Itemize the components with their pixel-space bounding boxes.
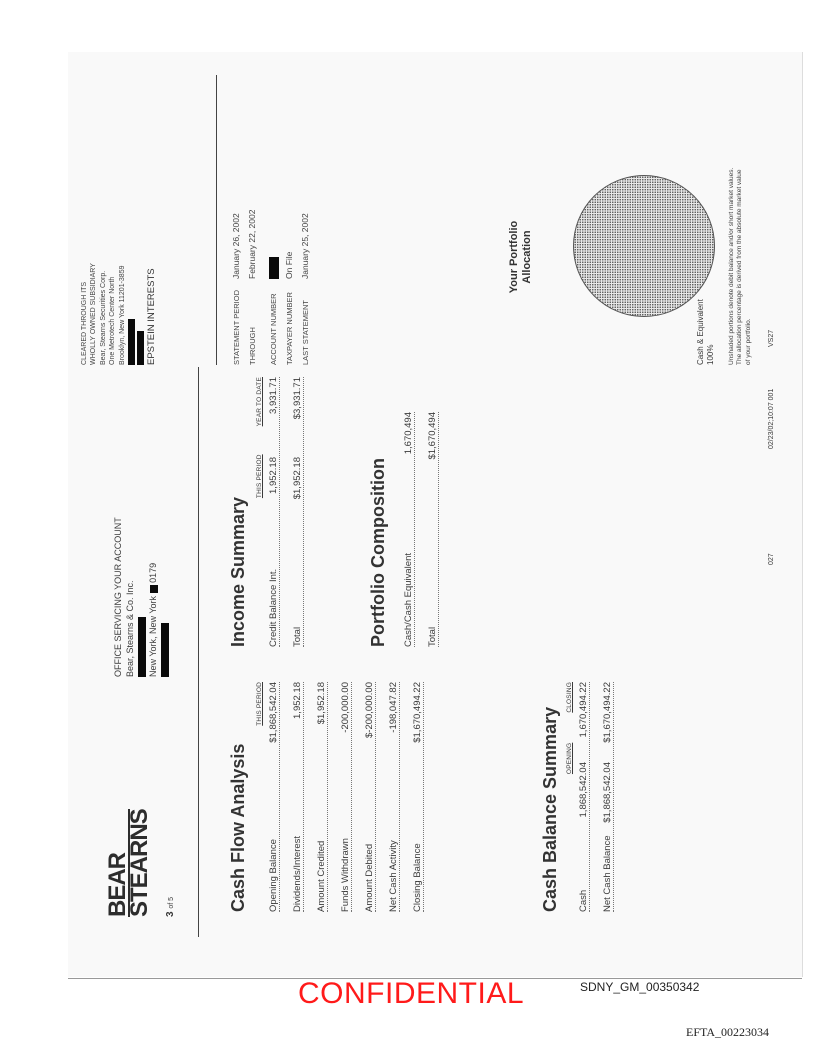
table-row [359,682,376,912]
confidential-stamp: CONFIDENTIAL [298,977,525,1010]
row-value: $1,868,542.04 [268,682,279,743]
table-row [573,682,590,912]
cash-flow-table [256,682,431,912]
row-label: Opening Balance [268,839,279,912]
row-value: $1,670,494.22 [602,682,613,743]
rule [198,367,199,937]
row-label: Cash/Cash Equivalent [403,553,414,647]
row-label: Net Cash Balance [602,835,613,912]
redaction [138,617,146,677]
bear-stearns-logo: BEAR STEARNS [104,809,154,917]
table-row [263,377,280,647]
footer-code: 027 [768,553,775,565]
table-row [263,682,280,912]
portfolio-rows [398,412,439,647]
bates-number: SDNY_GM_00350342 [580,980,700,994]
table-row [398,412,415,647]
cash-flow-rows [263,682,424,912]
row-value: $1,868,542.04 [602,762,613,823]
statement-viewport [68,52,816,917]
office-servicing: OFFICE SERVICING YOUR ACCOUNT Bear, Stearns & Co. Inc. New York, New York 0179 [113,517,171,677]
table-row [407,682,424,912]
allocation-pie [573,175,715,317]
redaction [269,257,279,279]
row-value: -198,047.82 [388,682,399,733]
row-value: -200,000.00 [340,682,351,733]
portfolio-table [398,412,446,647]
clearing-info: CLEARED THROUGH ITS WHOLLY OWNED SUBSIDIARY Bear, Stearns Securities Corp. One Metrotech Center North Brooklyn, New York 11201-3859 EPSTEIN INTERESTS [81,263,158,365]
row-value: $1,952.18 [292,457,303,500]
row-label: Funds Withdrawn [340,838,351,912]
row-label: Dividends/Interest [292,835,303,912]
table-row [311,682,328,912]
row-value: 1,670,494.22 [578,682,589,738]
column-header-opening: OPENING [566,742,573,775]
row-label: Total [427,626,438,647]
row-value: $3,931.71 [292,377,303,420]
table-row [383,682,400,912]
column-header-closing: CLOSING [566,682,573,713]
table-row [597,682,614,912]
table-row [335,682,352,912]
rule [216,75,217,365]
redaction [137,331,144,365]
account-name: EPSTEIN INTERESTS [146,268,158,365]
table-row [287,377,304,647]
cash-balance-table [566,682,621,912]
income-summary-title: Income Summary [228,496,248,647]
footer-stamp: 02/23/02;10:07 001 [768,388,775,449]
cash-balance-title: Cash Balance Summary [540,706,560,912]
redaction [128,319,135,365]
redaction [161,623,169,677]
row-value: 1,670,494 [403,412,414,455]
allocation-note: Unshaded portions denote debit balance and/or short market values. The allocation percentage is derived from the absolute market value of your portfolio. [728,167,752,365]
column-header-period: THIS PERIOD [256,454,263,499]
statement-info: STATEMENT PERIODJanuary 26, 2002 THROUGHFebruary 22, 2002 ACCOUNT NUMBER TAXPAYER NUMBEROn File LAST STATEMENTJanuary 25, 2002 [231,209,310,365]
allocation-label: Cash & Equivalent 100% [696,299,715,365]
row-label: Amount Credited [316,840,327,912]
page-number: 3 of 5 [165,896,176,917]
row-label: Cash [578,889,589,912]
allocation-code: VS27 [768,329,775,347]
column-header: THIS PERIOD [256,682,263,726]
row-value: 1,868,542.04 [578,762,589,818]
row-value: 3,931.71 [268,377,279,414]
row-label: Credit Balance Int. [268,568,279,647]
column-header-ytd: YEAR TO DATE [256,377,263,427]
cash-flow-title: Cash Flow Analysis [228,743,248,912]
row-label: Closing Balance [412,843,423,912]
redaction [150,585,158,593]
table-row [422,412,439,647]
row-value: $1,952.18 [316,682,327,725]
row-label: Amount Debited [364,843,375,912]
row-value: 1,952.18 [268,457,279,494]
cash-balance-rows [573,682,614,912]
table-row [287,682,304,912]
row-value: $1,670,494.22 [412,682,423,743]
statement-page [68,52,802,977]
row-label: Total [292,626,303,647]
portfolio-title: Portfolio Composition [368,458,388,647]
row-value: 1,952.18 [292,682,303,719]
row-value: $1,670,494 [427,412,438,460]
allocation-title: Your Portfolio Allocation [508,220,534,294]
income-table [256,377,311,647]
row-label: Net Cash Activity [388,840,399,912]
efta-number: EFTA_00223034 [686,1025,770,1039]
income-rows [263,377,304,647]
row-value: $-200,000.00 [364,682,375,738]
